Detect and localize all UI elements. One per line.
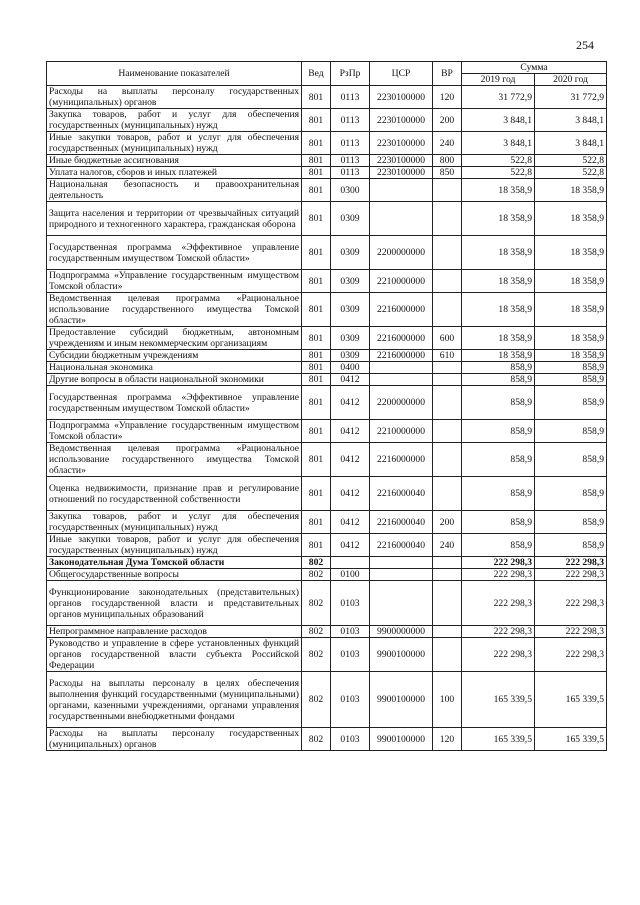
- cell-csr: 2230100000: [370, 155, 433, 167]
- cell-csr: 2200000000: [370, 386, 433, 420]
- cell-vr: [433, 557, 462, 569]
- cell-csr: 9900100000: [370, 638, 433, 672]
- cell-rzpr: 0412: [331, 477, 370, 511]
- cell-rzpr: 0113: [331, 132, 370, 155]
- cell-csr: 2230100000: [370, 109, 433, 132]
- table-row: [47, 626, 607, 638]
- cell-vr: [433, 477, 462, 511]
- header-2020: 2020 год: [535, 74, 607, 86]
- cell-vr: [433, 374, 462, 386]
- cell-csr: 2230100000: [370, 132, 433, 155]
- cell-rzpr: 0309: [331, 202, 370, 236]
- cell-csr: 2216000040: [370, 477, 433, 511]
- cell-2019: 18 358,9: [462, 202, 535, 236]
- cell-2020: 3 848,1: [535, 132, 607, 155]
- cell-2019: 165 339,5: [462, 672, 535, 728]
- cell-ved: 801: [302, 155, 331, 167]
- cell-2019: 18 358,9: [462, 270, 535, 293]
- cell-name: Государственная программа «Эффективное управление государственным имуществом Томской области»: [47, 236, 302, 270]
- cell-2020: 222 298,3: [535, 626, 607, 638]
- cell-vr: [433, 443, 462, 477]
- cell-2020: 18 358,9: [535, 236, 607, 270]
- cell-rzpr: 0103: [331, 672, 370, 728]
- cell-csr: 2230100000: [370, 167, 433, 179]
- cell-2019: 3 848,1: [462, 109, 535, 132]
- cell-2020: 18 358,9: [535, 327, 607, 350]
- table-row: [47, 236, 607, 270]
- cell-ved: 801: [302, 420, 331, 443]
- cell-2019: 858,9: [462, 386, 535, 420]
- cell-ved: 802: [302, 728, 331, 751]
- header-2019: 2019 год: [462, 74, 535, 86]
- cell-2019: 222 298,3: [462, 581, 535, 626]
- cell-vr: 200: [433, 511, 462, 534]
- cell-csr: [370, 557, 433, 569]
- cell-ved: 802: [302, 638, 331, 672]
- cell-rzpr: 0113: [331, 167, 370, 179]
- table-row: [47, 569, 607, 581]
- header-sum: Сумма: [462, 62, 607, 74]
- cell-2020: 858,9: [535, 534, 607, 557]
- cell-ved: 801: [302, 534, 331, 557]
- cell-rzpr: 0113: [331, 109, 370, 132]
- cell-name: Государственная программа «Эффективное управление государственным имуществом Томской области»: [47, 386, 302, 420]
- cell-vr: [433, 270, 462, 293]
- cell-vr: 120: [433, 728, 462, 751]
- cell-name: Защита населения и территории от чрезвычайных ситуаций природного и техногенного характера, гражданская оборона: [47, 202, 302, 236]
- cell-csr: [370, 179, 433, 202]
- cell-name: Расходы на выплаты персоналу в целях обеспечения выполнения функций государственными (муниципальными) органами, казенными учреждениями, органами управления государственными внебюджетными фондами: [47, 672, 302, 728]
- cell-vr: [433, 179, 462, 202]
- cell-ved: 801: [302, 132, 331, 155]
- cell-vr: 600: [433, 327, 462, 350]
- cell-vr: 120: [433, 86, 462, 109]
- cell-vr: 200: [433, 109, 462, 132]
- cell-ved: 801: [302, 202, 331, 236]
- cell-csr: 9900100000: [370, 672, 433, 728]
- table-row: [47, 270, 607, 293]
- cell-rzpr: 0309: [331, 327, 370, 350]
- cell-2020: 222 298,3: [535, 638, 607, 672]
- budget-table: [46, 61, 607, 751]
- cell-rzpr: [331, 557, 370, 569]
- cell-name: Расходы на выплаты персоналу государственных (муниципальных) органов: [47, 728, 302, 751]
- cell-vr: 800: [433, 155, 462, 167]
- cell-vr: 240: [433, 132, 462, 155]
- cell-2020: 858,9: [535, 374, 607, 386]
- cell-name: Непрограммное направление расходов: [47, 626, 302, 638]
- cell-2020: 165 339,5: [535, 728, 607, 751]
- cell-ved: 801: [302, 293, 331, 327]
- table-row: [47, 109, 607, 132]
- table-row: [47, 511, 607, 534]
- cell-csr: 2216000000: [370, 293, 433, 327]
- cell-ved: 801: [302, 270, 331, 293]
- cell-csr: [370, 569, 433, 581]
- cell-2019: 858,9: [462, 374, 535, 386]
- table-row: [47, 350, 607, 362]
- table-body: [47, 86, 607, 751]
- cell-name: Национальная экономика: [47, 362, 302, 374]
- cell-ved: 802: [302, 581, 331, 626]
- cell-vr: [433, 293, 462, 327]
- cell-name: Закупка товаров, работ и услуг для обеспечения государственных (муниципальных) нужд: [47, 511, 302, 534]
- cell-2019: 222 298,3: [462, 638, 535, 672]
- cell-csr: 2210000000: [370, 270, 433, 293]
- cell-vr: [433, 236, 462, 270]
- cell-rzpr: 0400: [331, 362, 370, 374]
- cell-2019: 858,9: [462, 362, 535, 374]
- cell-rzpr: 0309: [331, 236, 370, 270]
- cell-ved: 801: [302, 86, 331, 109]
- cell-2020: 165 339,5: [535, 672, 607, 728]
- table-row: [47, 202, 607, 236]
- table-row: [47, 581, 607, 626]
- table-row: [47, 327, 607, 350]
- cell-csr: 2216000000: [370, 443, 433, 477]
- cell-csr: 2230100000: [370, 86, 433, 109]
- cell-csr: 2216000000: [370, 327, 433, 350]
- cell-ved: 801: [302, 443, 331, 477]
- cell-2019: 18 358,9: [462, 236, 535, 270]
- cell-2020: 222 298,3: [535, 557, 607, 569]
- cell-2019: 18 358,9: [462, 179, 535, 202]
- cell-csr: [370, 362, 433, 374]
- cell-vr: [433, 638, 462, 672]
- cell-vr: 610: [433, 350, 462, 362]
- cell-name: Оценка недвижимости, признание прав и регулирование отношений по государственной собственности: [47, 477, 302, 511]
- cell-rzpr: 0412: [331, 386, 370, 420]
- cell-2020: 31 772,9: [535, 86, 607, 109]
- cell-vr: [433, 362, 462, 374]
- cell-2019: 858,9: [462, 534, 535, 557]
- table-row: [47, 420, 607, 443]
- cell-name: Иные закупки товаров, работ и услуг для обеспечения государственных (муниципальных) нужд: [47, 132, 302, 155]
- cell-2020: 522,8: [535, 155, 607, 167]
- table-row: [47, 557, 607, 569]
- cell-rzpr: 0113: [331, 86, 370, 109]
- cell-name: Иные закупки товаров, работ и услуг для обеспечения государственных (муниципальных) нужд: [47, 534, 302, 557]
- cell-2020: 3 848,1: [535, 109, 607, 132]
- cell-name: Другие вопросы в области национальной экономики: [47, 374, 302, 386]
- cell-rzpr: 0300: [331, 179, 370, 202]
- cell-ved: 801: [302, 386, 331, 420]
- cell-2019: 522,8: [462, 155, 535, 167]
- table-row: [47, 534, 607, 557]
- cell-csr: [370, 374, 433, 386]
- cell-vr: [433, 581, 462, 626]
- cell-2020: 858,9: [535, 511, 607, 534]
- cell-rzpr: 0113: [331, 155, 370, 167]
- cell-ved: 801: [302, 350, 331, 362]
- table-row: [47, 477, 607, 511]
- table-row: [47, 374, 607, 386]
- table-row: [47, 179, 607, 202]
- cell-2019: 18 358,9: [462, 327, 535, 350]
- cell-rzpr: 0103: [331, 638, 370, 672]
- cell-2019: 31 772,9: [462, 86, 535, 109]
- cell-2019: 165 339,5: [462, 728, 535, 751]
- cell-vr: [433, 626, 462, 638]
- cell-2019: 858,9: [462, 443, 535, 477]
- cell-name: Ведомственная целевая программа «Рациональное использование государственного имущества Томской области»: [47, 293, 302, 327]
- cell-2020: 18 358,9: [535, 350, 607, 362]
- cell-rzpr: 0412: [331, 534, 370, 557]
- table-row: [47, 728, 607, 751]
- cell-rzpr: 0412: [331, 443, 370, 477]
- cell-rzpr: 0412: [331, 511, 370, 534]
- cell-ved: 802: [302, 569, 331, 581]
- cell-2020: 222 298,3: [535, 569, 607, 581]
- cell-name: Общегосударственные вопросы: [47, 569, 302, 581]
- cell-ved: 801: [302, 236, 331, 270]
- cell-name: Функционирование законодательных (представительных) органов государственной власти и представительных органов муниципальных образований: [47, 581, 302, 626]
- cell-vr: 100: [433, 672, 462, 728]
- cell-name: Субсидии бюджетным учреждениям: [47, 350, 302, 362]
- cell-vr: [433, 386, 462, 420]
- cell-name: Подпрограмма «Управление государственным имуществом Томской области»: [47, 420, 302, 443]
- cell-name: Подпрограмма «Управление государственным имуществом Томской области»: [47, 270, 302, 293]
- cell-2019: 858,9: [462, 420, 535, 443]
- cell-rzpr: 0309: [331, 270, 370, 293]
- cell-name: Иные бюджетные ассигнования: [47, 155, 302, 167]
- cell-2019: 18 358,9: [462, 350, 535, 362]
- cell-ved: 801: [302, 109, 331, 132]
- cell-name: Расходы на выплаты персоналу государственных (муниципальных) органов: [47, 86, 302, 109]
- cell-2020: 222 298,3: [535, 581, 607, 626]
- table-row: [47, 86, 607, 109]
- cell-csr: 2216000000: [370, 350, 433, 362]
- table-row: [47, 672, 607, 728]
- cell-2020: 858,9: [535, 443, 607, 477]
- cell-ved: 802: [302, 626, 331, 638]
- cell-2019: 222 298,3: [462, 626, 535, 638]
- cell-2020: 858,9: [535, 386, 607, 420]
- cell-ved: 801: [302, 374, 331, 386]
- cell-name: Национальная безопасность и правоохранительная деятельность: [47, 179, 302, 202]
- cell-2020: 522,8: [535, 167, 607, 179]
- header-ved: Вед: [302, 62, 331, 86]
- cell-2019: 222 298,3: [462, 569, 535, 581]
- cell-ved: 801: [302, 327, 331, 350]
- cell-vr: [433, 569, 462, 581]
- cell-2020: 858,9: [535, 420, 607, 443]
- table-row: [47, 167, 607, 179]
- cell-rzpr: 0103: [331, 728, 370, 751]
- cell-2019: 222 298,3: [462, 557, 535, 569]
- cell-ved: 802: [302, 672, 331, 728]
- cell-2020: 18 358,9: [535, 293, 607, 327]
- cell-2019: 858,9: [462, 477, 535, 511]
- cell-ved: 801: [302, 511, 331, 534]
- cell-name: Ведомственная целевая программа «Рациональное использование государственного имущества Томской области»: [47, 443, 302, 477]
- cell-vr: 850: [433, 167, 462, 179]
- cell-2019: 18 358,9: [462, 293, 535, 327]
- cell-ved: 802: [302, 557, 331, 569]
- cell-csr: [370, 581, 433, 626]
- cell-2019: 522,8: [462, 167, 535, 179]
- cell-name: Законодательная Дума Томской области: [47, 557, 302, 569]
- cell-csr: 2200000000: [370, 236, 433, 270]
- cell-csr: 9900000000: [370, 626, 433, 638]
- header-name: Наименование показателей: [47, 62, 302, 86]
- header-csr: ЦСР: [370, 62, 433, 86]
- cell-vr: [433, 202, 462, 236]
- page-number: 254: [576, 38, 594, 52]
- table-row: [47, 362, 607, 374]
- cell-ved: 801: [302, 179, 331, 202]
- table-row: [47, 132, 607, 155]
- table-header: [47, 62, 607, 86]
- cell-name: Закупка товаров, работ и услуг для обеспечения государственных (муниципальных) нужд: [47, 109, 302, 132]
- cell-2020: 858,9: [535, 477, 607, 511]
- cell-2020: 858,9: [535, 362, 607, 374]
- cell-name: Уплата налогов, сборов и иных платежей: [47, 167, 302, 179]
- cell-vr: [433, 420, 462, 443]
- cell-2020: 18 358,9: [535, 270, 607, 293]
- cell-ved: 801: [302, 167, 331, 179]
- cell-rzpr: 0103: [331, 581, 370, 626]
- cell-rzpr: 0412: [331, 420, 370, 443]
- header-vr: ВР: [433, 62, 462, 86]
- cell-2020: 18 358,9: [535, 202, 607, 236]
- cell-name: Предоставление субсидий бюджетным, автономным учреждениям и иным некоммерческим организациям: [47, 327, 302, 350]
- table-row: [47, 638, 607, 672]
- cell-rzpr: 0309: [331, 350, 370, 362]
- cell-rzpr: 0103: [331, 626, 370, 638]
- header-rzpr: РзПр: [331, 62, 370, 86]
- cell-vr: 240: [433, 534, 462, 557]
- table-row: [47, 443, 607, 477]
- cell-ved: 801: [302, 477, 331, 511]
- cell-rzpr: 0100: [331, 569, 370, 581]
- cell-2019: 3 848,1: [462, 132, 535, 155]
- cell-2019: 858,9: [462, 511, 535, 534]
- table-row: [47, 155, 607, 167]
- cell-rzpr: 0309: [331, 293, 370, 327]
- cell-ved: 801: [302, 362, 331, 374]
- cell-rzpr: 0412: [331, 374, 370, 386]
- table-row: [47, 293, 607, 327]
- cell-csr: [370, 202, 433, 236]
- cell-csr: 9900100000: [370, 728, 433, 751]
- cell-csr: 2216000040: [370, 511, 433, 534]
- cell-name: Руководство и управление в сфере установленных функций органов государственной власти субъекта Российской Федерации: [47, 638, 302, 672]
- table-row: [47, 386, 607, 420]
- cell-2020: 18 358,9: [535, 179, 607, 202]
- cell-csr: 2210000000: [370, 420, 433, 443]
- cell-csr: 2216000040: [370, 534, 433, 557]
